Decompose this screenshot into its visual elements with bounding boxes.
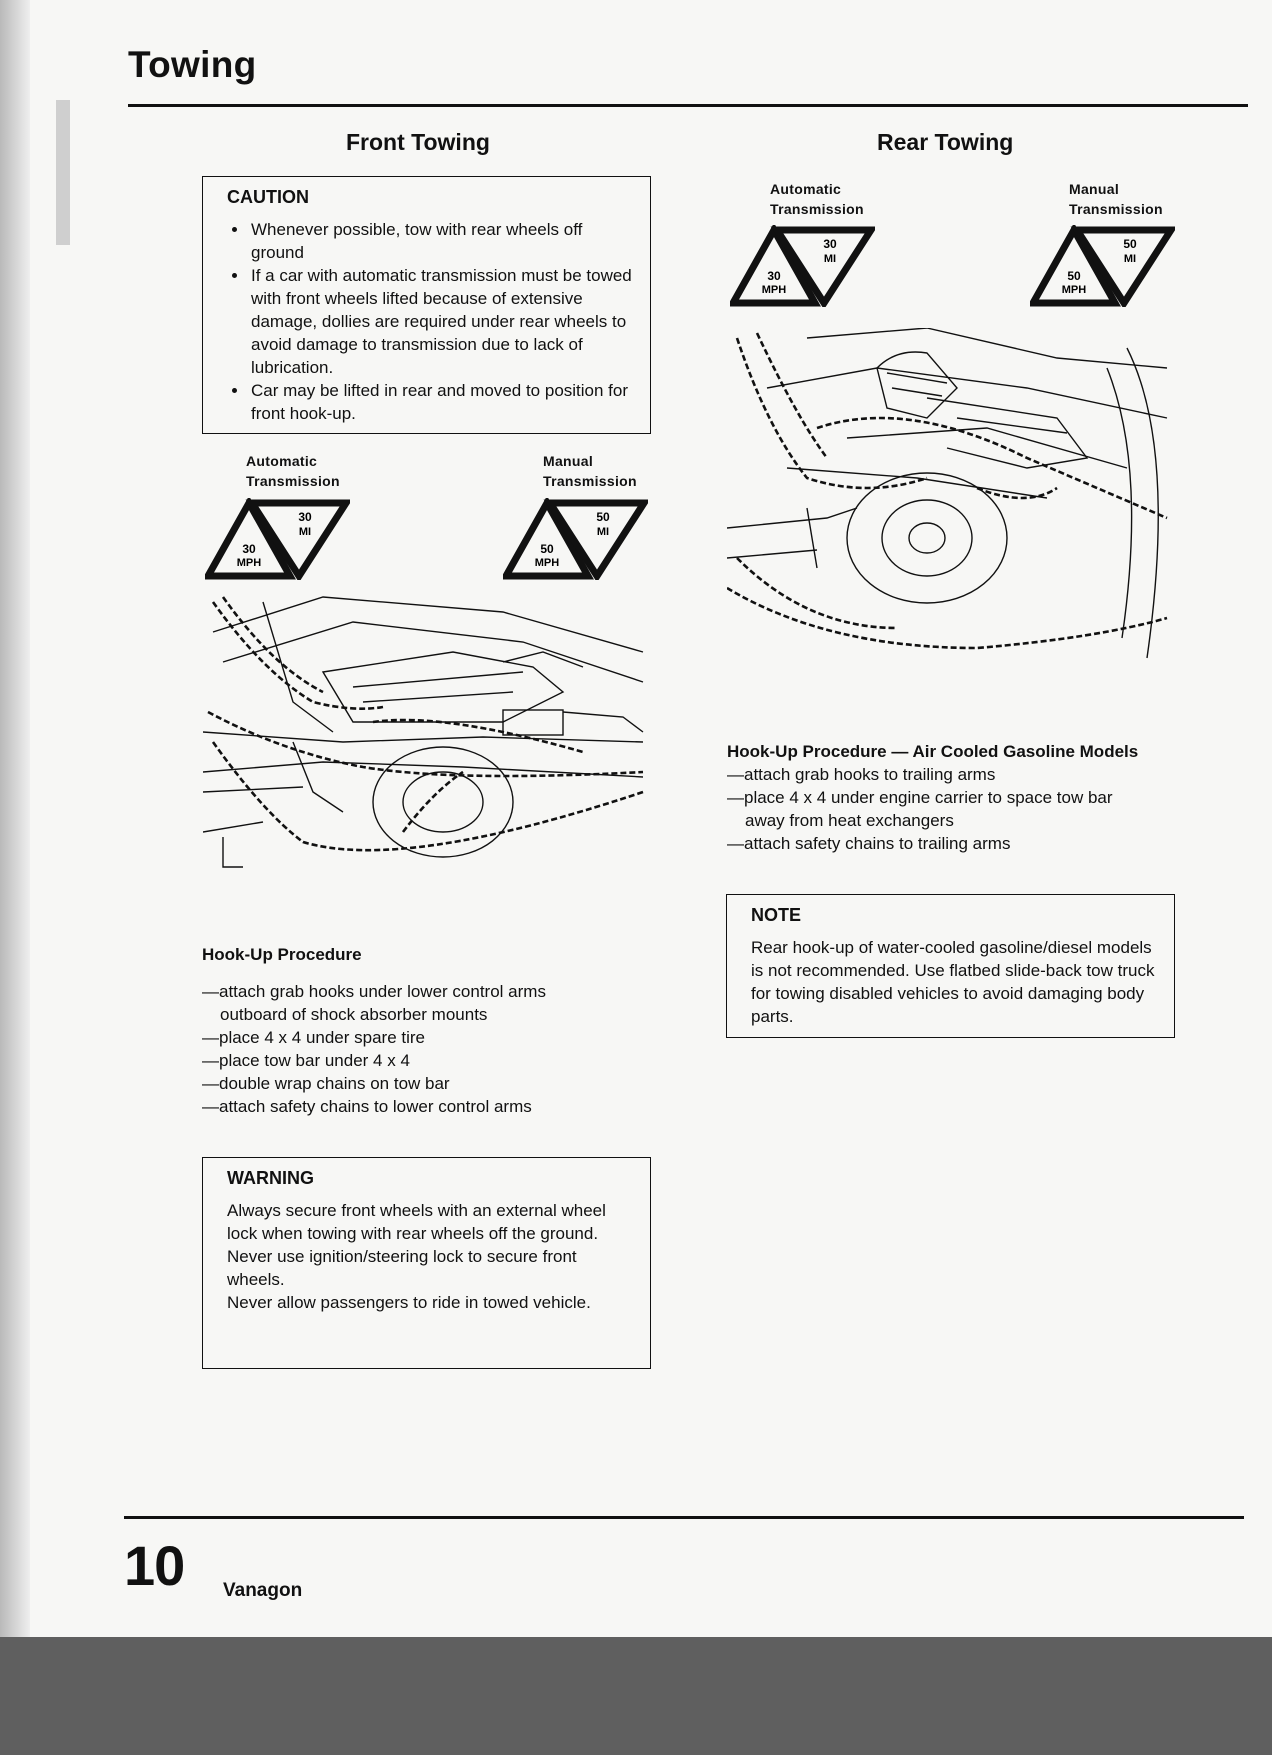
step-text: —place 4 x 4 under engine carrier to space tow bar bbox=[727, 788, 1113, 807]
front-procedure-title: Hook-Up Procedure bbox=[202, 945, 362, 964]
sign-distance-text: 50 bbox=[1123, 237, 1137, 251]
step-continuation: outboard of shock absorber mounts bbox=[220, 1005, 488, 1024]
caution-box bbox=[202, 176, 651, 434]
step-continuation: away from heat exchangers bbox=[745, 811, 954, 830]
front-hookup-illustration bbox=[203, 592, 649, 882]
warning-box bbox=[202, 1157, 651, 1369]
sign-speed-unit: MPH bbox=[1061, 284, 1087, 296]
warning-title: WARNING bbox=[227, 1168, 314, 1188]
procedure-step bbox=[202, 1049, 662, 1072]
caution-list bbox=[227, 218, 636, 425]
procedure-step bbox=[727, 832, 1187, 855]
label-line: Manual bbox=[1069, 181, 1120, 197]
label-line: Transmission bbox=[246, 473, 340, 489]
rear-procedure-title: Hook-Up Procedure — Air Cooled Gasoline Models bbox=[727, 742, 1139, 761]
step-text: —place 4 x 4 under spare tire bbox=[202, 1028, 426, 1047]
caution-title: CAUTION bbox=[227, 187, 309, 207]
front-automatic-speed-sign-icon bbox=[205, 498, 350, 580]
procedure-step bbox=[202, 1095, 662, 1118]
sign-speed-text: 30 bbox=[242, 542, 256, 556]
note-title: NOTE bbox=[751, 905, 802, 925]
label-line: Manual bbox=[543, 453, 594, 469]
rear-procedure-list bbox=[727, 763, 1187, 855]
sign-speed-unit: MPH bbox=[236, 557, 262, 569]
step-text: —attach grab hooks under lower control arms bbox=[202, 982, 546, 1001]
warning-line: Never use ignition/steering lock to secure front wheels. bbox=[227, 1247, 577, 1289]
procedure-step bbox=[202, 1026, 662, 1049]
binding-strip bbox=[56, 100, 70, 245]
rear-towing-heading: Rear Towing bbox=[877, 129, 1014, 155]
procedure-step bbox=[727, 763, 1187, 786]
caution-item: • Car may be lifted in rear and moved to position for front hook-up. bbox=[249, 379, 636, 425]
rear-manual-label bbox=[1069, 179, 1163, 219]
sign-distance-text: 30 bbox=[298, 510, 312, 524]
sign-speed-text: 30 bbox=[767, 269, 781, 283]
label-line: Transmission bbox=[770, 201, 864, 217]
sign-distance-unit: MI bbox=[298, 526, 312, 538]
page-number: 10 bbox=[124, 1534, 185, 1597]
top-rule bbox=[128, 104, 1248, 107]
page-title: Towing bbox=[128, 44, 257, 85]
front-procedure-list bbox=[202, 980, 662, 1118]
rear-manual-speed-sign-icon bbox=[1030, 225, 1175, 307]
label-line: Transmission bbox=[1069, 201, 1163, 217]
step-text: —place tow bar under 4 x 4 bbox=[202, 1051, 410, 1070]
warning-line: Never allow passengers to ride in towed vehicle. bbox=[227, 1293, 591, 1312]
label-line: Automatic bbox=[246, 453, 318, 469]
rear-automatic-speed-sign-icon bbox=[730, 225, 875, 307]
caution-item: • If a car with automatic transmission must be towed with front wheels lifted because of extensive damage, dollies are required under rear wheels to avoid damage to transmission due to lack of lubrication. bbox=[249, 264, 636, 379]
procedure-step bbox=[202, 980, 662, 1026]
label-line: Automatic bbox=[770, 181, 842, 197]
sign-distance-unit: MI bbox=[596, 526, 610, 538]
step-text: —attach safety chains to trailing arms bbox=[727, 834, 1011, 853]
sign-distance-unit: MI bbox=[823, 253, 837, 265]
caution-item: • Whenever possible, tow with rear wheels off ground bbox=[249, 218, 636, 264]
page-model-name: Vanagon bbox=[223, 1580, 303, 1601]
note-text: Rear hook-up of water-cooled gasoline/diesel models is not recommended. Use flatbed slide-back tow truck for towing disabled vehicles to avoid damaging body parts. bbox=[751, 938, 1155, 1026]
page-edge-shadow bbox=[0, 0, 30, 1637]
warning-line: Always secure front wheels with an external wheel lock when towing with rear wheels off the ground. bbox=[227, 1201, 606, 1243]
sign-distance-unit: MI bbox=[1123, 253, 1137, 265]
rear-hookup-illustration bbox=[727, 328, 1177, 668]
note-box bbox=[726, 894, 1175, 1038]
sign-distance-text: 50 bbox=[596, 510, 610, 524]
procedure-step bbox=[202, 1072, 662, 1095]
sign-speed-unit: MPH bbox=[761, 284, 787, 296]
step-text: —double wrap chains on tow bar bbox=[202, 1074, 450, 1093]
front-automatic-label bbox=[246, 451, 340, 491]
sign-speed-text: 50 bbox=[540, 542, 554, 556]
step-text: —attach safety chains to lower control arms bbox=[202, 1097, 532, 1116]
sign-speed-unit: MPH bbox=[534, 557, 560, 569]
front-manual-speed-sign-icon bbox=[503, 498, 648, 580]
procedure-step bbox=[727, 786, 1187, 832]
label-line: Transmission bbox=[543, 473, 637, 489]
sign-speed-text: 50 bbox=[1067, 269, 1081, 283]
front-towing-heading: Front Towing bbox=[346, 129, 490, 155]
rear-automatic-label bbox=[770, 179, 864, 219]
sign-distance-text: 30 bbox=[823, 237, 837, 251]
step-text: —attach grab hooks to trailing arms bbox=[727, 765, 996, 784]
front-manual-label bbox=[543, 451, 637, 491]
bottom-rule bbox=[124, 1516, 1244, 1519]
